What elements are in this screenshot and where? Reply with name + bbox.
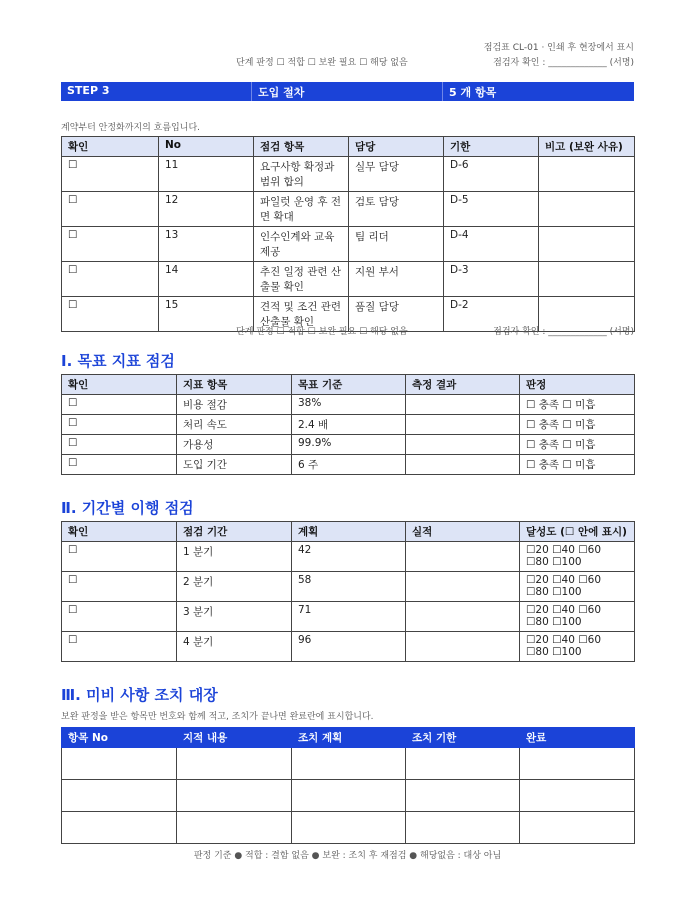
row-checkbox[interactable]: ☐ [62, 262, 159, 297]
blank-cell[interactable] [406, 780, 520, 812]
table-row [62, 542, 635, 572]
row-target: 2.4 배 [292, 415, 406, 435]
row-owner: 팀 리더 [349, 227, 444, 262]
row-plan: 58 [292, 572, 406, 602]
col-done: 완료 [520, 728, 635, 748]
row-note[interactable] [539, 192, 635, 227]
row-item: 견적 및 조건 관련 산출물 확인 [254, 297, 349, 332]
blank-cell[interactable] [520, 748, 635, 780]
row-item: 추진 일정 관련 산출물 확인 [254, 262, 349, 297]
row-result[interactable] [406, 415, 520, 435]
col-note: 비고 (보완 사유) [539, 137, 635, 157]
step-title: 도입 절차 [252, 82, 443, 101]
step-count: 5 개 항목 [449, 86, 497, 99]
step-label: STEP 3 [61, 82, 252, 101]
achievement-options-a[interactable]: ☐20 ☐40 ☐60 [526, 544, 601, 556]
row-actual[interactable] [406, 542, 520, 572]
table-row [62, 632, 635, 662]
col-no: No [159, 137, 254, 157]
section2-title: Ⅱ. 기간별 이행 점검 [61, 499, 194, 517]
blank-cell[interactable] [292, 780, 406, 812]
row-target: 99.9% [292, 435, 406, 455]
row-checkbox[interactable]: ☐ [62, 572, 177, 602]
table-row [62, 602, 635, 632]
table-row [62, 415, 635, 435]
row-period: 1 분기 [177, 542, 292, 572]
row-achievement[interactable] [520, 542, 635, 572]
stage-judgement-2[interactable]: 단계 판정 ☐ 적합 ☐ 보완 필요 ☐ 해당 없음 [236, 327, 408, 337]
blank-cell[interactable] [177, 780, 292, 812]
row-no: 13 [159, 227, 254, 262]
row-item: 요구사항 확정과 범위 합의 [254, 157, 349, 192]
row-owner: 지원 부서 [349, 262, 444, 297]
row-note[interactable] [539, 157, 635, 192]
row-checkbox[interactable]: ☐ [62, 602, 177, 632]
row-period: 3 분기 [177, 602, 292, 632]
achievement-options-b[interactable]: ☐80 ☐100 [526, 616, 582, 628]
row-note[interactable] [539, 227, 635, 262]
col-period: 점검 기간 [177, 522, 292, 542]
table-row [62, 780, 635, 812]
inspector-signature-2[interactable]: 점검자 확인 : _____________ (서명) [493, 327, 634, 337]
blank-cell[interactable] [62, 748, 177, 780]
blank-cell[interactable] [292, 748, 406, 780]
blank-cell[interactable] [406, 812, 520, 844]
intro-text: 계약부터 안정화까지의 흐름입니다. [61, 123, 200, 133]
blank-cell[interactable] [292, 812, 406, 844]
form-note: 점검표 CL-01 · 인쇄 후 현장에서 표시 [483, 43, 634, 53]
blank-cell[interactable] [62, 812, 177, 844]
row-kpi: 처리 속도 [177, 415, 292, 435]
row-achievement[interactable] [520, 602, 635, 632]
row-due: D-5 [444, 192, 539, 227]
period-table [61, 521, 635, 662]
col-check: 확인 [62, 522, 177, 542]
row-target: 6 주 [292, 455, 406, 475]
row-owner: 실무 담당 [349, 157, 444, 192]
col-owner: 담당 [349, 137, 444, 157]
blank-cell[interactable] [177, 748, 292, 780]
col-action-plan: 조치 계획 [292, 728, 406, 748]
row-due: D-4 [444, 227, 539, 262]
row-item: 파일럿 운영 후 전면 확대 [254, 192, 349, 227]
row-checkbox[interactable]: ☐ [62, 227, 159, 262]
col-finding: 지적 내용 [177, 728, 292, 748]
blank-cell[interactable] [406, 748, 520, 780]
row-checkbox[interactable]: ☐ [62, 632, 177, 662]
row-checkbox[interactable]: ☐ [62, 157, 159, 192]
row-kpi: 도입 기간 [177, 455, 292, 475]
action-log-table [61, 727, 635, 844]
achievement-options-a[interactable]: ☐20 ☐40 ☐60 [526, 604, 601, 616]
achievement-options-a[interactable]: ☐20 ☐40 ☐60 [526, 634, 601, 646]
row-due: D-3 [444, 262, 539, 297]
kpi-table [61, 374, 635, 475]
row-verdict[interactable]: ☐ 충족 ☐ 미흡 [520, 455, 635, 475]
row-due: D-2 [444, 297, 539, 332]
table-row [62, 748, 635, 780]
row-kpi: 가용성 [177, 435, 292, 455]
col-action-due: 조치 기한 [406, 728, 520, 748]
row-note[interactable] [539, 262, 635, 297]
col-actual: 실적 [406, 522, 520, 542]
table-row [62, 395, 635, 415]
row-checkbox[interactable]: ☐ [62, 415, 177, 435]
row-checkbox[interactable]: ☐ [62, 435, 177, 455]
row-plan: 42 [292, 542, 406, 572]
row-checkbox[interactable]: ☐ [62, 297, 159, 332]
blank-cell[interactable] [520, 812, 635, 844]
row-verdict[interactable]: ☐ 충족 ☐ 미흡 [520, 415, 635, 435]
row-no: 12 [159, 192, 254, 227]
row-actual[interactable] [406, 572, 520, 602]
row-actual[interactable] [406, 602, 520, 632]
row-achievement[interactable] [520, 632, 635, 662]
row-verdict[interactable]: ☐ 충족 ☐ 미흡 [520, 395, 635, 415]
col-achievement: 달성도 (☐ 안에 표시) [520, 522, 635, 542]
row-checkbox[interactable]: ☐ [62, 192, 159, 227]
row-period: 2 분기 [177, 572, 292, 602]
row-checkbox[interactable]: ☐ [62, 395, 177, 415]
section3-title: Ⅲ. 미비 사항 조치 대장 [61, 686, 218, 704]
section1-title: Ⅰ. 목표 지표 점검 [61, 352, 175, 370]
inspector-signature[interactable]: 점검자 확인 : _____________ (서명) [493, 58, 634, 68]
step-bar [61, 82, 634, 101]
col-plan: 계획 [292, 522, 406, 542]
row-actual[interactable] [406, 632, 520, 662]
row-due: D-6 [444, 157, 539, 192]
col-item: 점검 항목 [254, 137, 349, 157]
section3-description: 보완 판정을 받은 항목만 번호와 함께 적고, 조치가 끝나면 완료란에 표시합니다. [61, 712, 374, 722]
table-row [62, 572, 635, 602]
achievement-options-a[interactable]: ☐20 ☐40 ☐60 [526, 574, 601, 586]
row-checkbox[interactable]: ☐ [62, 542, 177, 572]
row-period: 4 분기 [177, 632, 292, 662]
table-row [62, 435, 635, 455]
table-row [62, 227, 635, 262]
col-item-no: 항목 No [62, 728, 177, 748]
row-plan: 96 [292, 632, 406, 662]
footer-legend: 판정 기준 ● 적합 : 결함 없음 ● 보완 : 조치 후 재점검 ● 해당없음 : 대상 아님 [193, 851, 502, 861]
row-result[interactable] [406, 455, 520, 475]
col-check: 확인 [62, 375, 177, 395]
table-row [62, 455, 635, 475]
blank-cell[interactable] [520, 780, 635, 812]
blank-cell[interactable] [177, 812, 292, 844]
row-no: 14 [159, 262, 254, 297]
table-row [62, 812, 635, 844]
row-owner: 검토 담당 [349, 192, 444, 227]
row-owner: 품질 담당 [349, 297, 444, 332]
table-row [62, 157, 635, 192]
col-kpi: 지표 항목 [177, 375, 292, 395]
stage-judgement[interactable]: 단계 판정 ☐ 적합 ☐ 보완 필요 ☐ 해당 없음 [236, 58, 408, 68]
col-verdict: 판정 [520, 375, 635, 395]
achievement-options-b[interactable]: ☐80 ☐100 [526, 556, 582, 568]
col-due: 기한 [444, 137, 539, 157]
row-result[interactable] [406, 395, 520, 415]
row-kpi: 비용 절감 [177, 395, 292, 415]
col-check: 확인 [62, 137, 159, 157]
table-row [62, 262, 635, 297]
row-no: 15 [159, 297, 254, 332]
achievement-options-b[interactable]: ☐80 ☐100 [526, 646, 582, 658]
table-row [62, 192, 635, 227]
row-target: 38% [292, 395, 406, 415]
row-verdict[interactable]: ☐ 충족 ☐ 미흡 [520, 435, 635, 455]
row-plan: 71 [292, 602, 406, 632]
blank-cell[interactable] [62, 780, 177, 812]
row-item: 인수인계와 교육 제공 [254, 227, 349, 262]
procedure-table [61, 136, 635, 332]
row-achievement[interactable] [520, 572, 635, 602]
col-target: 목표 기준 [292, 375, 406, 395]
row-result[interactable] [406, 435, 520, 455]
row-no: 11 [159, 157, 254, 192]
row-checkbox[interactable]: ☐ [62, 455, 177, 475]
achievement-options-b[interactable]: ☐80 ☐100 [526, 586, 582, 598]
col-result: 측정 결과 [406, 375, 520, 395]
